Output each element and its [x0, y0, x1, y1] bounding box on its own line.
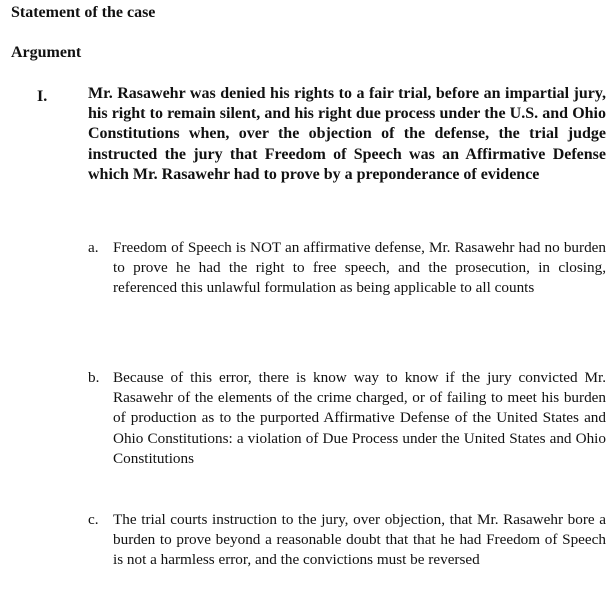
argument-heading: Argument: [11, 44, 82, 61]
subpoint-text: Because of this error, there is know way to know if the jury convicted Mr. Rasawehr of the elements of the crime charged, or of failing to meet his burden of production as to the purported Affirmative Defense of the United States and Ohio Constitutions: a violation of Due Process under the United States and Ohio Constitutions: [113, 369, 606, 467]
subpoint-letter: c.: [88, 511, 99, 528]
subpoint-text: Freedom of Speech is NOT an affirmative defense, Mr. Rasawehr had no burden to prove he had the right to free speech, and the prosecution, in closing, referenced this unlawful formulation as being applicable to all counts: [113, 239, 606, 297]
subpoint-b: [88, 368, 606, 469]
point-heading-text: Mr. Rasawehr was denied his rights to a fair trial, before an impartial jury, his right to remain silent, and his right due process under the U.S. and Ohio Constitutions when, over the objection of the defense, the trial judge instructed the jury that Freedom of Speech was an Affirmative Defense which Mr. Rasawehr had to prove by a preponderance of evidence: [88, 85, 606, 183]
subpoint-text: The trial courts instruction to the jury, over objection, that Mr. Rasawehr bore a burden to prove beyond a reasonable doubt that that he had Freedom of Speech is not a harmless error, and the convictions must be reversed: [113, 511, 606, 569]
subpoint-a: [88, 238, 606, 299]
statement-of-case-heading: Statement of the case: [11, 4, 156, 21]
subpoint-c: [88, 510, 606, 571]
point-number: I.: [37, 88, 48, 105]
subpoint-letter: b.: [88, 369, 100, 386]
subpoint-letter: a.: [88, 239, 99, 256]
